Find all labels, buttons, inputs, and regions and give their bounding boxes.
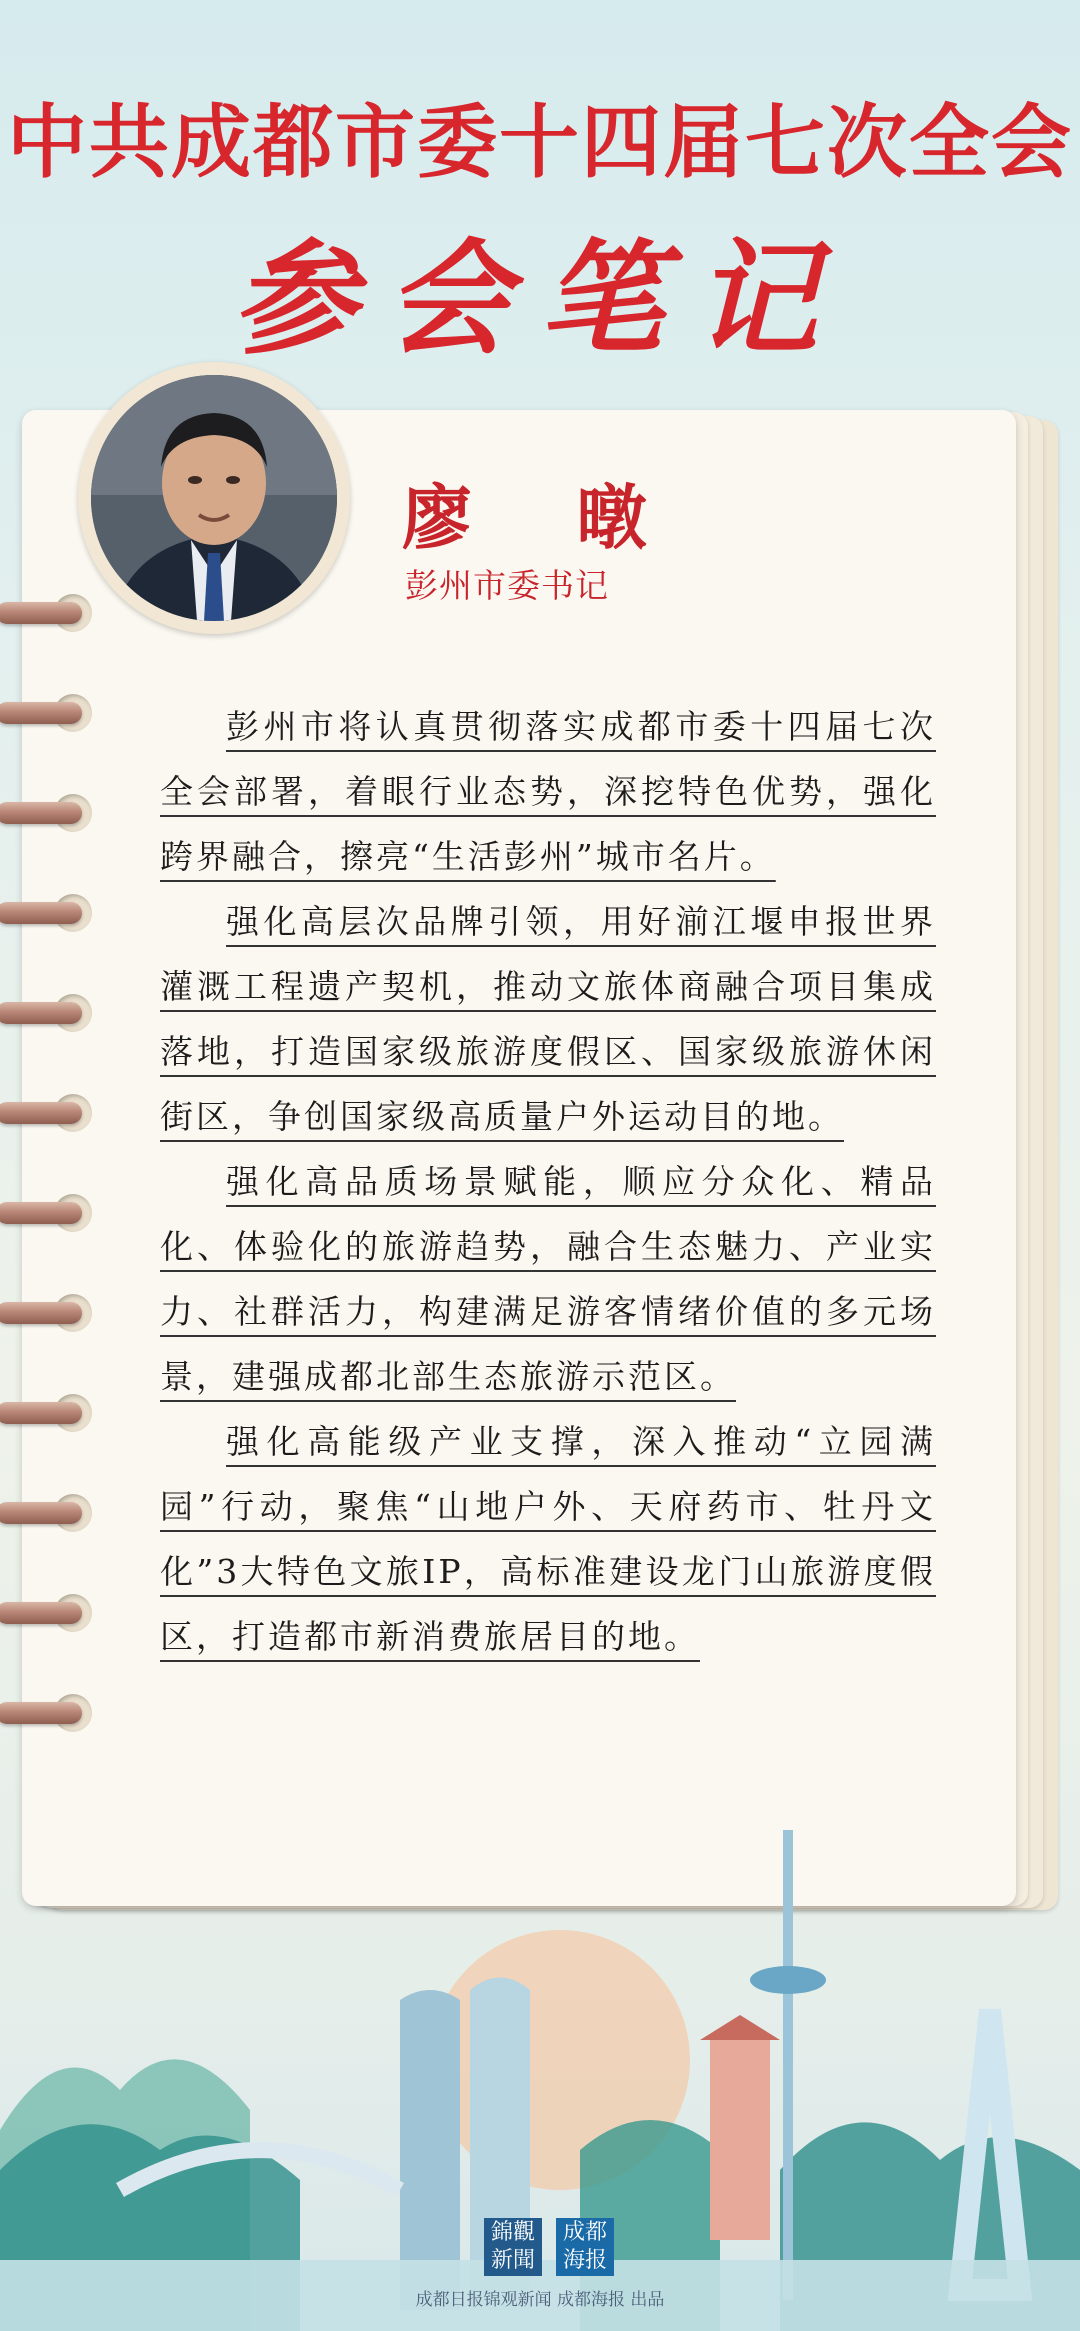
avatar — [91, 375, 337, 621]
spiral-ring-icon — [0, 788, 90, 838]
spiral-ring-icon — [0, 1088, 90, 1138]
paragraph: 强化高能级产业支撑，深入推动“立园满园”行动，聚焦“山地户外、天府药市、牡丹文化”3大特色文旅IP，高标准建设龙门山旅游度假区，打造都市新消费旅居目的地。 — [160, 1422, 936, 1656]
spiral-ring-icon — [0, 688, 90, 738]
spiral-ring-icon — [0, 1588, 90, 1638]
paragraph: 彭州市将认真贯彻落实成都市委十四届七次全会部署，着眼行业态势，深挖特色优势，强化跨界融合，擦亮“生活彭州”城市名片。 — [160, 707, 936, 876]
spiral-ring-icon — [0, 888, 90, 938]
spiral-ring-icon — [0, 1688, 90, 1738]
spiral-ring-icon — [0, 1188, 90, 1238]
jinguan-news-logo: 錦觀新聞 — [484, 2218, 542, 2276]
footer-credit: 成都日报锦观新闻 成都海报 出品 — [415, 2290, 665, 2310]
article-body — [160, 694, 936, 1669]
chengdu-poster-logo: 成都海报 — [556, 2218, 614, 2276]
paragraph: 强化高品质场景赋能，顺应分众化、精品化、体验化的旅游趋势，融合生态魅力、产业实力、社群活力，构建满足游客情绪价值的多元场景，建强成都北部生态旅游示范区。 — [160, 1162, 936, 1396]
portrait-icon — [91, 375, 337, 621]
page-title: 中共成都市委十四届七次全会 — [7, 96, 1073, 189]
person-role: 彭州市委书记 — [405, 566, 609, 605]
spiral-ring-icon — [0, 588, 90, 638]
spiral-ring-icon — [0, 1288, 90, 1338]
spiral-ring-icon — [0, 1488, 90, 1538]
spiral-ring-icon — [0, 1388, 90, 1438]
person-name: 廖 暾 — [402, 476, 687, 559]
spiral-ring-icon — [0, 988, 90, 1038]
paragraph: 强化高层次品牌引领，用好湔江堰申报世界灌溉工程遗产契机，推动文旅体商融合项目集成落地，打造国家级旅游度假区、国家级旅游休闲街区，争创国家级高质量户外运动目的地。 — [160, 902, 936, 1136]
page-subtitle: 参会笔记 — [231, 227, 848, 372]
